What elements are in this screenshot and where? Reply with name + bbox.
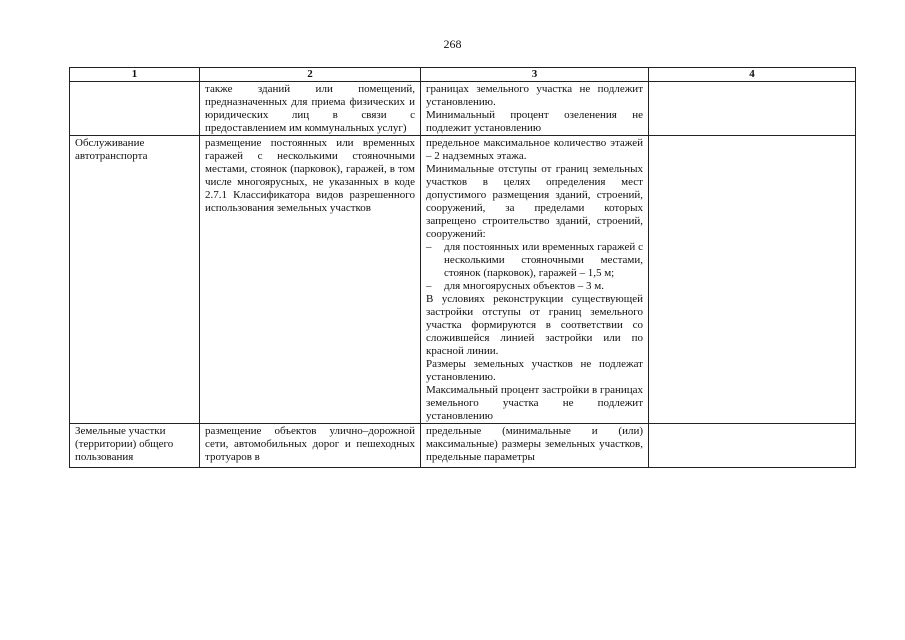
parameter-text: Размеры земельных участков не подлежат установлению. — [426, 358, 643, 383]
cell-description: также зданий или помещений, предназначенных для приема физических и юридических лиц в связи с предоставлением им коммунальных услуг) — [200, 82, 421, 136]
table-row — [70, 136, 856, 424]
header-col-4: 4 — [649, 68, 856, 82]
cell-description: размещение постоянных или временных гаражей с несколькими стояночными местами, стоянок (парковок), гаражей, в том числе многоярусных, не указанных в коде 2.7.1 Классификатора видов разрешенного использования земельных участков — [200, 136, 421, 424]
parameter-text: границах земельного участка не подлежит установлению. — [426, 83, 643, 108]
cell-notes — [649, 136, 856, 424]
header-col-1: 1 — [70, 68, 200, 82]
cell-type: Обслуживание автотранспорта — [70, 136, 200, 424]
dash-list-item — [426, 280, 643, 293]
dash-bullet: – — [426, 280, 432, 292]
parameter-text: Минимальные отступы от границ земельных участков в целях определения мест допустимого размещения зданий, строений, сооружений, за пределами которых запрещено строительство зданий, строений, сооружений: — [426, 163, 643, 240]
cell-description: размещение объектов улично–дорожной сети, автомобильных дорог и пешеходных тротуаров в — [200, 424, 421, 468]
cell-notes — [649, 82, 856, 136]
cell-parameters: предельные (минимальные и (или) максимальные) размеры земельных участков, предельные параметры — [421, 424, 649, 468]
parameter-text: предельное максимальное количество этажей – 2 надземных этажа. — [426, 137, 643, 162]
page-number: 268 — [443, 37, 462, 51]
dash-bullet: – — [426, 241, 432, 253]
table-row — [70, 424, 856, 468]
parameter-text: В условиях реконструкции существующей застройки отступы от границ земельного участка формируются в соответствии со сложившейся линией застройки или по красной линии. — [426, 293, 643, 357]
table-row — [70, 82, 856, 136]
dash-item-text: для постоянных или временных гаражей с несколькими стояночными местами, стоянок (парковок), гаражей – 1,5 м; — [444, 241, 643, 279]
regulations-table — [69, 67, 856, 468]
dash-list-item — [426, 241, 643, 280]
parameter-text: Максимальный процент застройки в границах земельного участка не подлежит установлению — [426, 384, 643, 422]
cell-notes — [649, 424, 856, 468]
header-col-3: 3 — [421, 68, 649, 82]
parameter-text: Минимальный процент озеленения не подлежит установлению — [426, 109, 643, 134]
dash-item-text: для многоярусных объектов – 3 м. — [444, 280, 605, 292]
cell-parameters — [421, 136, 649, 424]
cell-type: Земельные участки (территории) общего пользования — [70, 424, 200, 468]
cell-parameters — [421, 82, 649, 136]
cell-type — [70, 82, 200, 136]
header-row — [70, 68, 856, 82]
header-col-2: 2 — [200, 68, 421, 82]
